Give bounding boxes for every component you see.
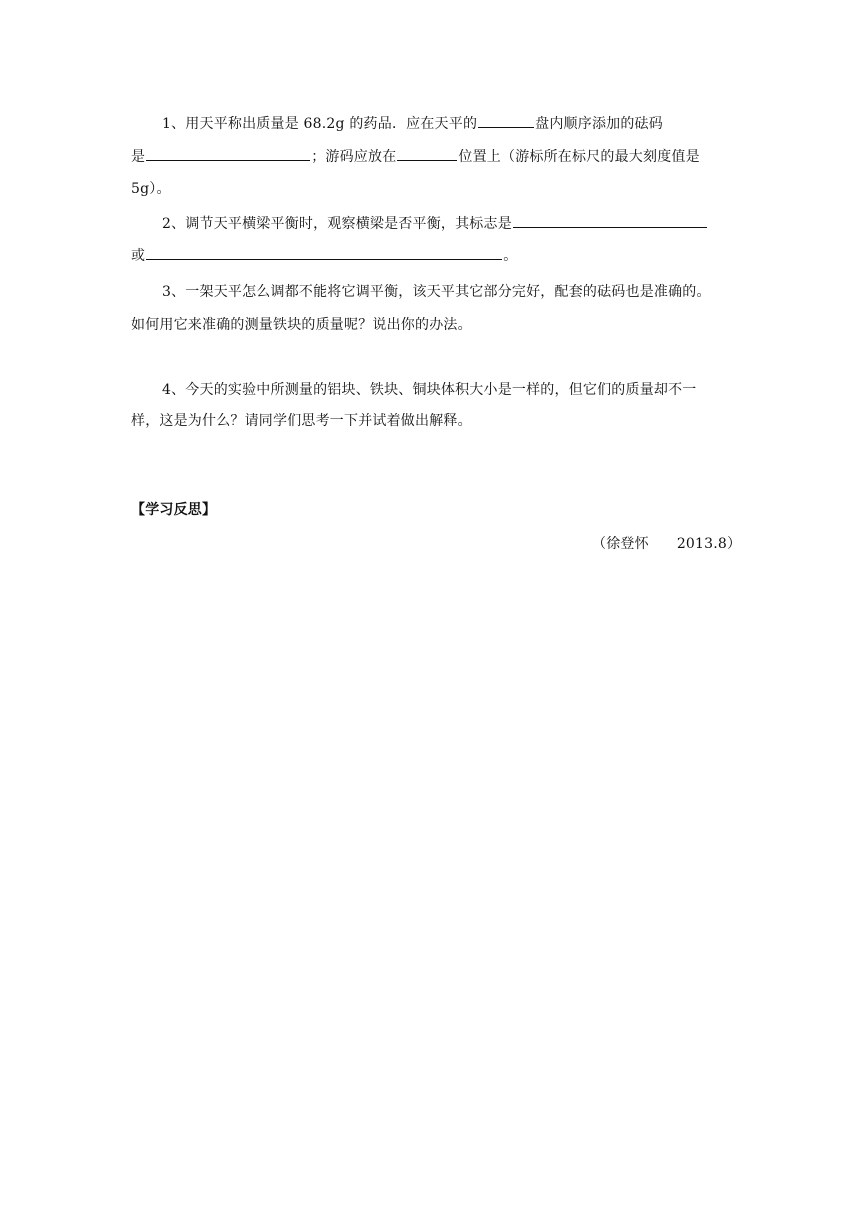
author-signature [592, 534, 741, 554]
author-name: （徐登怀 [592, 536, 649, 552]
reflection-heading: 【学习反思】 [131, 502, 217, 518]
q2-line-1 [162, 213, 708, 234]
q1-blank-weights[interactable] [146, 146, 310, 161]
q1-blank-pan[interactable] [478, 113, 534, 128]
q1-text-3: 5g）。 [131, 181, 171, 197]
q4-text-1: 4、今天的实验中所测量的铝块、铁块、铜块体积大小是一样的，但它们的质量却不一 [162, 382, 697, 398]
q3-text-2: 如何用它来准确的测量铁块的质量呢？说出你的办法。 [131, 317, 472, 333]
q1-text-2b: ；游码应放在 [311, 149, 397, 165]
q4-text-2: 样，这是为什么？请同学们思考一下并试着做出解释。 [131, 413, 472, 429]
q1-line-3 [131, 179, 171, 199]
q1-text-1b: 盘内顺序添加的砝码 [535, 116, 663, 132]
q3-line-2 [131, 315, 472, 335]
q4-line-2 [131, 411, 472, 431]
q1-line-1 [162, 113, 663, 134]
q2-text-2a: 或 [131, 248, 146, 264]
q1-text-2c: 位置上（游标所在标尺的最大刻度值是 [458, 149, 700, 165]
q2-blank-sign-2[interactable] [146, 245, 502, 260]
q4-line-1 [162, 380, 697, 400]
q1-line-2 [131, 146, 700, 167]
q1-text-1a: 1、用天平称出质量是 68.2g 的药品．应在天平的 [162, 116, 478, 132]
author-date: 2013.8） [676, 536, 742, 552]
q2-text-1: 2、调节天平横梁平衡时，观察横梁是否平衡，其标志是 [162, 216, 512, 232]
q2-blank-sign-1[interactable] [513, 213, 707, 228]
q3-text-1: 3、一架天平怎么调都不能将它调平衡，该天平其它部分完好，配套的砝码也是准确的。 [162, 284, 711, 300]
q2-line-2 [131, 245, 517, 266]
q2-text-2b: 。 [503, 248, 518, 264]
q3-line-1 [162, 282, 711, 302]
q1-blank-rider-position[interactable] [397, 146, 457, 161]
q1-text-2a: 是 [131, 149, 146, 165]
